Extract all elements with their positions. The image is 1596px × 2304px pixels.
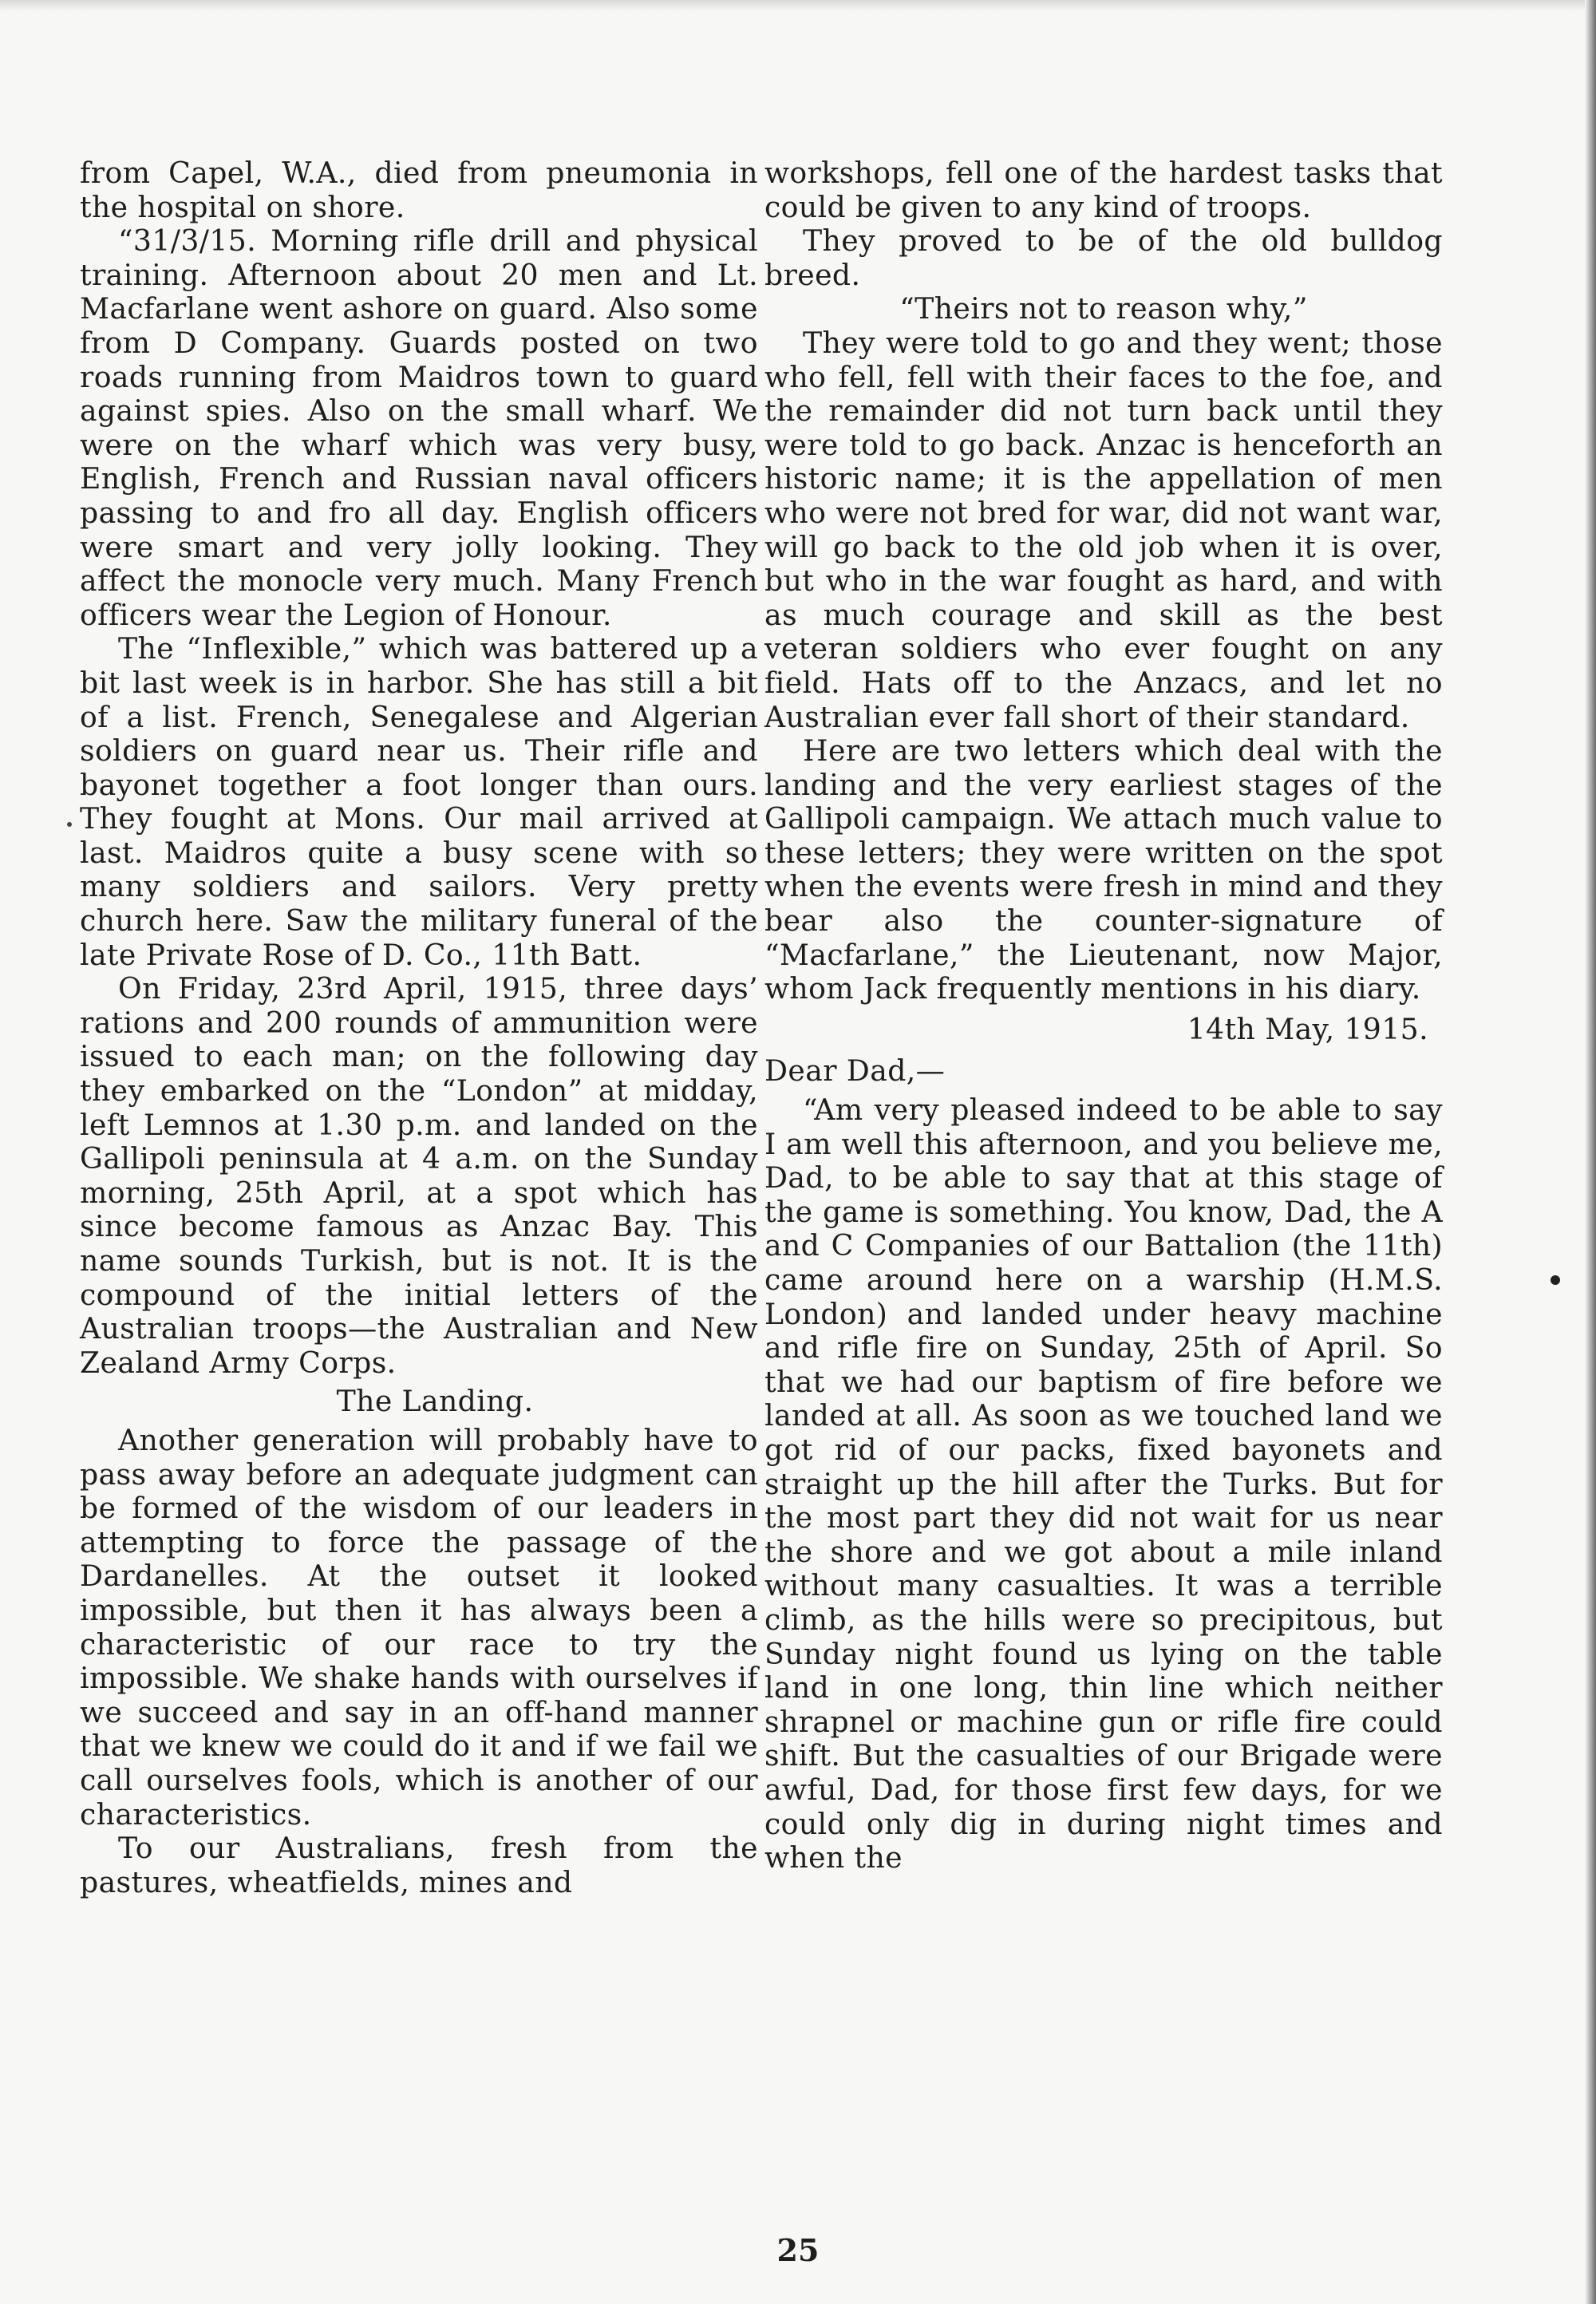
right-column: [764, 156, 1443, 1875]
section-heading-the-landing: The Landing.: [336, 1384, 534, 1419]
letter-body: “Am very pleased indeed to be able to say I am well this afternoon, and you believe me, Dad, to be able to say that at this stage of the game is something. You know, Dad, the A and C Companies of our Battalion (the 11th) came around here on a warship (H.M.S. London) and landed under heavy machine and rifle fire on Sunday, 25th of April. So that we had our baptism of fire before we landed at all. As soon as we touched land we got rid of our packs, fixed bayonets and straight up the hill after the Turks. But for the most part they did not wait for us near the shore and we got about a mile inland without many casualties. It was a terrible climb, as the hills were so precipitous, but Sunday night found us lying on the table land in one long, thin line which neither shrapnel or machine gun or rifle fire could shift. But the casualties of our Brigade were awful, Dad, for those first few days, for we could only dig in during night times and when the: [764, 1093, 1443, 1875]
margin-ink-dot: [1551, 1275, 1560, 1285]
page-top-edge: [0, 0, 1596, 11]
left-para-3: The “Inflexible,” which was battered up a bit last week is in harbor. She has still a bit of a list. French, Senegalese and Algerian soldiers on guard near us. Their rifle and bayonet together a foot longer than ours. They fought at Mons. Our mail arrived at last. Maidros quite a busy scene with so many soldiers and sailors. Very pretty church here. Saw the military funeral of the late Private Rose of D. Co., 11th Batt.: [80, 631, 758, 972]
letter-date: 14th May, 1915.: [1187, 1011, 1428, 1046]
letter-salutation: Dear Dad,—: [764, 1053, 946, 1089]
page-number: 25: [776, 2232, 820, 2268]
right-para-3: They were told to go and they went; those who fell, fell with their faces to the foe, and the remainder did not turn back until they were told to go back. Anzac is henceforth an historic name; it is the appellation of men who were not bred for war, did not want war, will go back to the old job when it is over, but who in the war fought as hard, and with as much courage and skill as the best veteran soldiers who ever fought on any field. Hats off to the Anzacs, and let no Australian ever fall short of their standard.: [764, 325, 1443, 734]
left-para-5: Another generation will probably have to pass away before an adequate judgment can be formed of the wisdom of our leaders in attempting to force the passage of the Dardanelles. At the outset it looked impossible, but then it has always been a characteristic of our race to try the impossible. We shake hands with ourselves if we succeed and say in an off-hand manner that we knew we could do it and if we fail we call ourselves fools, which is another of our characteristics.: [80, 1422, 758, 1832]
left-para-1: from Capel, W.A., died from pneumonia in the hospital on shore.: [80, 156, 758, 224]
left-para-2: “31/3/15. Morning rifle drill and physical training. Afternoon about 20 men and Lt. Macfarlane went ashore on guard. Also some from D Company. Guards posted on two roads running from Maidros town to guard against spies. Also on the small wharf. We were on the wharf which was very busy, English, French and Russian naval officers passing to and fro all day. English officers were smart and very jolly looking. They affect the monocle very much. Many French officers wear the Legion of Honour.: [80, 223, 758, 632]
left-column: [80, 156, 758, 1899]
margin-speck: [67, 822, 72, 827]
right-para-1: workshops, fell one of the hardest tasks that could be given to any kind of troops.: [764, 156, 1443, 224]
right-para-4: Here are two letters which deal with the landing and the very earliest stages of the Gallipoli campaign. We attach much value to these letters; they were written on the spot when the events were fresh in mind and they bear also the counter-signature of “Macfarlane,” the Lieutenant, now Major, whom Jack frequently mentions in his diary.: [764, 733, 1443, 1006]
right-quote-line: “Theirs not to reason why,”: [899, 291, 1308, 326]
right-para-2: They proved to be of the old bulldog breed.: [764, 223, 1443, 292]
page-right-edge: [1585, 0, 1596, 2304]
left-para-4: On Friday, 23rd April, 1915, three days’ rations and 200 rounds of ammunition were issued to each man; on the following day they embarked on the “London” at midday, left Lemnos at 1.30 p.m. and landed on the Gallipoli peninsula at 4 a.m. on the Sunday morning, 25th April, at a spot which has since become famous as Anzac Bay. This name sounds Turkish, but is not. It is the compound of the initial letters of the Australian troops—the Australian and New Zealand Army Corps.: [80, 971, 758, 1380]
left-para-6: To our Australians, fresh from the pastures, wheatfields, mines and: [80, 1831, 758, 1899]
